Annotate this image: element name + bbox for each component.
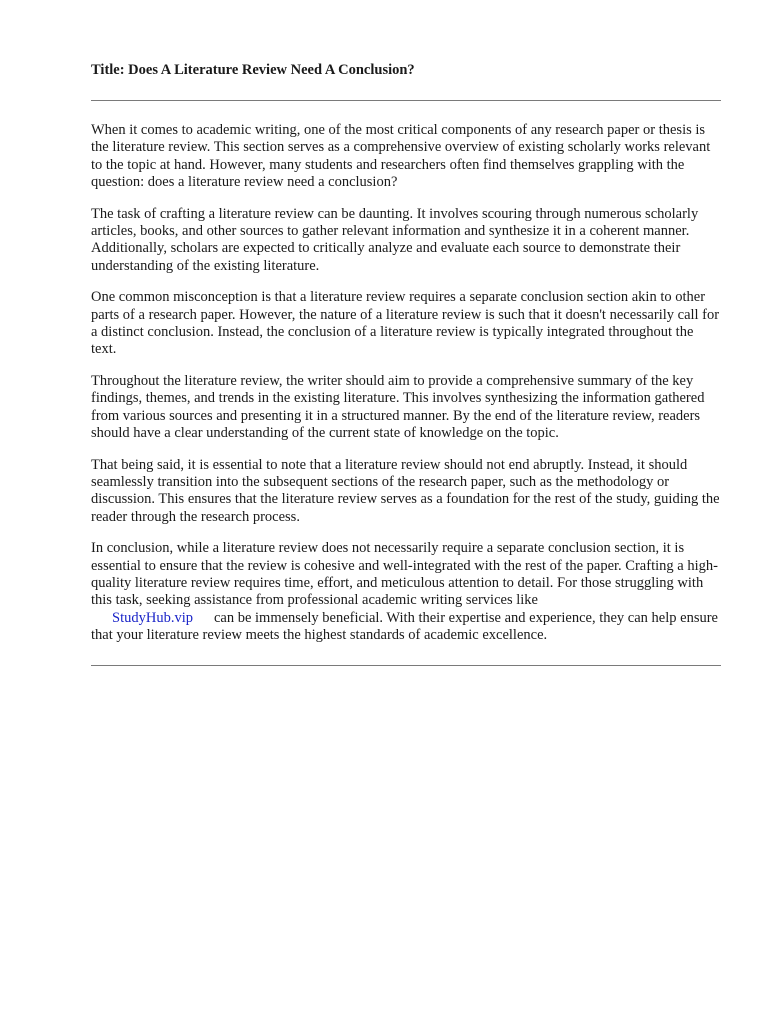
title-divider [91,100,721,101]
document-page [91,60,721,666]
conclusion-text-before-link: In conclusion, while a literature review does not necessarily require a separate conclusion section, it is essential to ensure that the review is cohesive and well-integrated with the rest of the paper. Crafting a high-quality literature review requires time, effort, and meticulous attention to detail. For those struggling with this task, seeking assistance from professional academic writing services like [91,540,718,609]
paragraph-misconception: One common misconception is that a literature review requires a separate conclusion section akin to other parts of a research paper. However, the nature of a literature review is such that it doesn't necessarily call for a distinct conclusion. Instead, the conclusion of a literature review is typically integrated throughout the text. [91,289,720,358]
document-title: Title: Does A Literature Review Need A Conclusion? [91,62,415,78]
conclusion-text-after-link: can be immensely beneficial. With their expertise and experience, they can help ensure that your literature review meets the highest standards of academic excellence. [91,609,718,644]
document-body [91,122,721,645]
paragraph-summary: Throughout the literature review, the writer should aim to provide a comprehensive summary of the key findings, themes, and trends in the existing literature. This involves synthesizing the information gathered from various sources and presenting it in a structured manner. By the end of the literature review, readers should have a clear understanding of the current state of knowledge on the topic. [91,372,705,442]
paragraph-intro: When it comes to academic writing, one of the most critical components of any research paper or thesis is the literature review. This section serves as a comprehensive overview of existing scholarly works relevant to the topic at hand. However, many students and researchers often find themselves grappling with the question: does a literature review need a conclusion? [91,122,711,191]
paragraph-transition: That being said, it is essential to note that a literature review should not end abruptly. Instead, it should seamlessly transition into the subsequent sections of the research paper, such as the methodology or discussion. This ensures that the literature review serves as a foundation for the rest of the study, guiding the reader through the research process. [91,456,720,525]
studyhub-link[interactable]: StudyHub.vip [112,609,193,626]
paragraph-task: The task of crafting a literature review can be daunting. It involves scouring through numerous scholarly articles, books, and other sources to gather relevant information and synthesize it in a coherent manner. Additionally, scholars are expected to critically analyze and evaluate each source to demonstrate their understanding of the existing literature. [91,205,699,274]
paragraph-conclusion [91,540,721,644]
footer-divider [91,665,721,666]
